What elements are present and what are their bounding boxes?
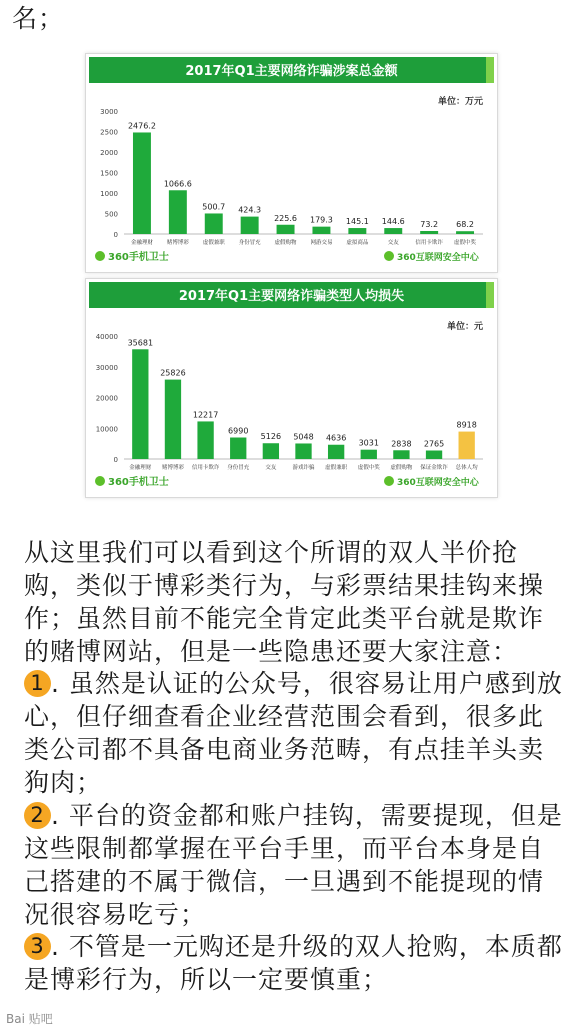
x-tick-label: 虚假兼职 bbox=[202, 240, 225, 246]
unit-label: 单位：元 bbox=[446, 322, 483, 332]
chart-title-accent bbox=[486, 282, 494, 308]
logo-icon-left bbox=[95, 476, 105, 486]
data-label: 68.2 bbox=[456, 220, 474, 230]
data-label: 35681 bbox=[127, 338, 154, 348]
x-tick-label: 赌博博彩 bbox=[161, 465, 184, 471]
bar-6 bbox=[312, 227, 330, 234]
data-label: 424.3 bbox=[238, 205, 262, 215]
data-label: 2838 bbox=[391, 439, 412, 449]
x-tick-label: 身份冒充 bbox=[227, 465, 250, 471]
bar-10 bbox=[456, 231, 474, 234]
point-1-text: . 虽然是认证的公众号，很容易让用户感到放心，但仔细查看企业经营范围会看到，很多此类公司都不具备电商业务范畴，有点挂羊头卖狗肉； bbox=[24, 669, 563, 797]
point-1 bbox=[24, 667, 564, 799]
chart-title-accent bbox=[486, 57, 494, 83]
x-tick-label: 身份冒充 bbox=[238, 240, 261, 246]
x-tick-label: 虚假购物 bbox=[390, 465, 413, 471]
bar-8 bbox=[384, 228, 402, 234]
bar-5 bbox=[263, 443, 279, 459]
data-label: 5048 bbox=[293, 432, 314, 442]
chart-title: 2017年Q1主要网络诈骗涉案总金额 bbox=[185, 64, 398, 79]
bar-10 bbox=[426, 450, 442, 459]
footer-right-logo: 360互联网安全中心 bbox=[397, 253, 479, 263]
y-tick-label: 20000 bbox=[95, 394, 118, 403]
footer-left-logo: 360手机卫士 bbox=[108, 252, 169, 263]
x-tick-label: 信用卡欺诈 bbox=[191, 465, 220, 471]
data-label: 2476.2 bbox=[127, 121, 156, 131]
x-tick-label: 游戏诈骗 bbox=[292, 465, 315, 471]
unit-label: 单位：万元 bbox=[437, 97, 483, 107]
data-label: 3031 bbox=[358, 438, 379, 448]
number-badge-2: 2 bbox=[24, 802, 51, 829]
intro-text: 名； bbox=[12, 4, 65, 33]
y-tick-label: 40000 bbox=[95, 333, 118, 341]
bar-2 bbox=[169, 190, 187, 234]
x-tick-label: 保证金欺诈 bbox=[420, 465, 448, 471]
x-tick-label: 虚假中奖 bbox=[357, 465, 380, 471]
bar-9 bbox=[420, 231, 438, 234]
point-2 bbox=[24, 799, 564, 931]
data-label: 144.6 bbox=[381, 217, 405, 227]
y-tick-label: 1000 bbox=[100, 190, 118, 198]
point-2-text: . 平台的资金都和账户挂钩，需要提现，但是这些限制都掌握在平台手里，而平台本身是自己搭建的不属于微信，一旦遇到不能提现的情况很容易吃亏； bbox=[24, 801, 563, 929]
x-tick-label: 赌博博彩 bbox=[166, 240, 189, 246]
bar-5 bbox=[277, 225, 295, 234]
data-label: 225.6 bbox=[274, 213, 298, 223]
bar-9 bbox=[393, 450, 409, 459]
y-tick-label: 500 bbox=[104, 210, 118, 219]
x-tick-label: 虚假兼职 bbox=[325, 465, 348, 471]
number-badge-3: 3 bbox=[24, 933, 51, 960]
bar-7 bbox=[348, 228, 366, 234]
x-tick-label: 虚拟商品 bbox=[346, 240, 369, 246]
y-tick-label: 2000 bbox=[100, 149, 118, 157]
x-tick-label: 交友 bbox=[265, 465, 277, 471]
watermark-logo: Bai 贴吧 bbox=[6, 1012, 53, 1026]
y-tick-label: 10000 bbox=[95, 425, 118, 434]
chart-title: 2017年Q1主要网络诈骗类型人均损失 bbox=[178, 289, 405, 304]
x-tick-label: 金融理财 bbox=[129, 465, 152, 471]
point-3 bbox=[24, 930, 564, 996]
bar-2 bbox=[165, 380, 181, 459]
data-label: 2765 bbox=[423, 439, 445, 449]
x-tick-label: 金融理财 bbox=[130, 240, 153, 246]
x-tick-label: 交友 bbox=[387, 240, 399, 246]
y-tick-label: 2500 bbox=[100, 128, 118, 137]
data-label: 1066.6 bbox=[163, 179, 192, 189]
y-tick-label: 1500 bbox=[100, 169, 118, 178]
x-tick-label: 虚假购物 bbox=[274, 240, 297, 246]
data-label: 4636 bbox=[325, 433, 347, 443]
logo-icon-right bbox=[384, 476, 394, 486]
data-label: 8918 bbox=[456, 420, 477, 430]
logo-icon-right bbox=[384, 251, 394, 261]
x-tick-label: 网游交易 bbox=[310, 240, 333, 246]
paragraph-intro: 从这里我们可以看到这个所谓的双人半价抢购，类似于博彩类行为，与彩票结果挂钩来操作；虽然目前不能完全肯定此类平台就是欺诈的赌博网站，但是一些隐患还要大家注意： bbox=[24, 538, 545, 666]
bar-1 bbox=[133, 132, 151, 234]
y-tick-label: 0 bbox=[113, 231, 118, 239]
chart-total-amount bbox=[85, 53, 498, 273]
bar-3 bbox=[197, 421, 213, 459]
bar-4 bbox=[241, 217, 259, 234]
data-label: 6990 bbox=[228, 426, 249, 436]
y-tick-label: 30000 bbox=[95, 363, 118, 372]
bar-1 bbox=[132, 349, 148, 459]
bar-6 bbox=[295, 443, 311, 459]
logo-icon-left bbox=[95, 251, 105, 261]
x-tick-label: 总体人均 bbox=[455, 465, 478, 471]
y-tick-label: 3000 bbox=[100, 108, 118, 116]
data-label: 25826 bbox=[160, 368, 186, 378]
bar-11 bbox=[459, 432, 475, 459]
chart-avg-loss-svg bbox=[86, 279, 497, 497]
data-label: 145.1 bbox=[345, 217, 369, 227]
chart-total-amount-svg bbox=[86, 54, 497, 272]
data-label: 179.3 bbox=[309, 215, 333, 225]
bar-4 bbox=[230, 438, 246, 459]
bar-3 bbox=[205, 213, 223, 234]
x-tick-label: 信用卡欺诈 bbox=[415, 240, 443, 246]
bar-8 bbox=[361, 450, 377, 459]
footer-right-logo: 360互联网安全中心 bbox=[397, 478, 479, 488]
x-tick-label: 虚假中奖 bbox=[454, 240, 477, 246]
chart-avg-loss bbox=[85, 278, 498, 498]
y-tick-label: 0 bbox=[113, 456, 118, 464]
number-badge-1: 1 bbox=[24, 670, 51, 697]
data-label: 5126 bbox=[260, 432, 282, 442]
data-label: 500.7 bbox=[202, 202, 226, 212]
point-3-text: . 不管是一元购还是升级的双人抢购，本质都是博彩行为，所以一定要慎重； bbox=[24, 932, 563, 994]
footer-left-logo: 360手机卫士 bbox=[108, 477, 169, 488]
data-label: 12217 bbox=[192, 410, 219, 420]
data-label: 73.2 bbox=[420, 219, 439, 229]
bar-7 bbox=[328, 445, 344, 459]
